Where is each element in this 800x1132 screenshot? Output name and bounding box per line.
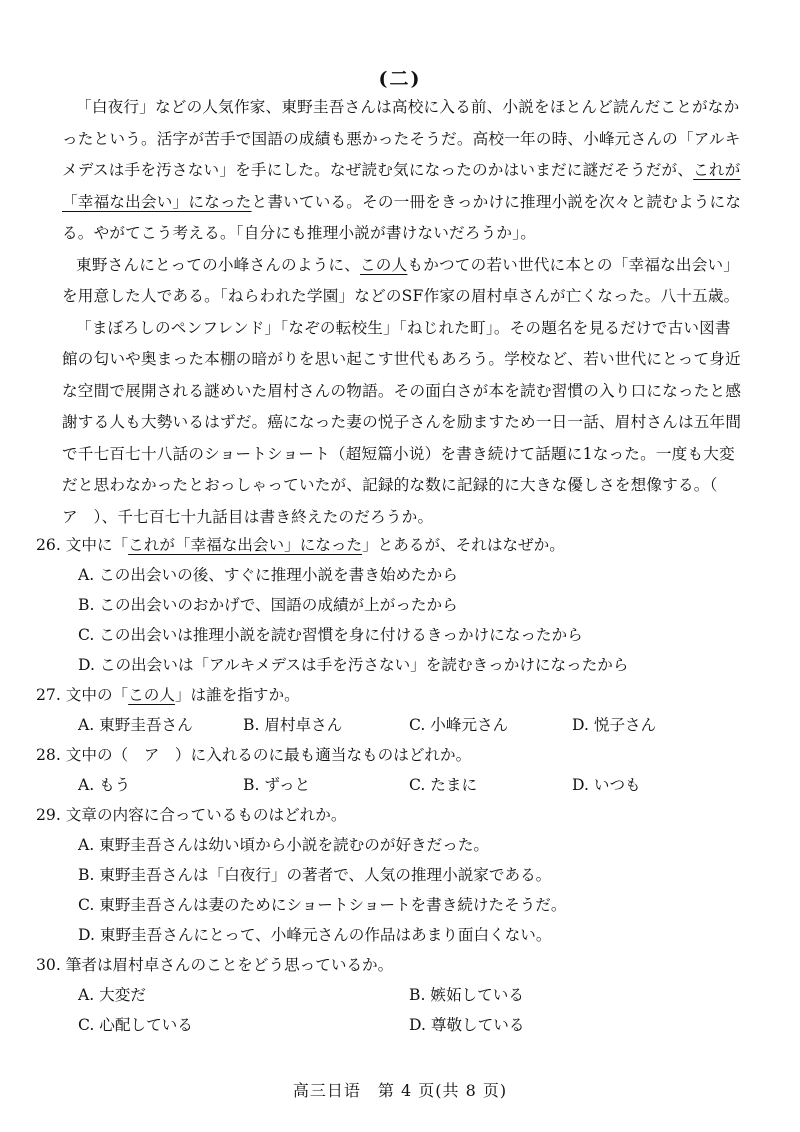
- p1-text-b: と書いている。その一冊をきっかけに推理小説を次々と読むようになる。やがてこう考える。「自分にも推理小説が書けないだろうか」。: [62, 192, 742, 242]
- question-28: [36, 740, 756, 800]
- q26-option-d[interactable]: D. この出会いは「アルキメデスは手を汚さない」を読むきっかけになったから: [78, 656, 629, 674]
- question-26: [36, 530, 756, 680]
- underlined-phrase-1: これが「幸福な出会い」になった: [62, 161, 741, 211]
- section-title: (二): [378, 68, 422, 90]
- q27-stem-b: 」は誰を指すか。: [174, 686, 300, 704]
- p2-text-a: 東野さんにとっての小峰さんのように、: [76, 255, 361, 274]
- q27-stem-a: 27. 文中の「: [36, 686, 129, 704]
- q28-option-a[interactable]: A. もう: [78, 776, 131, 794]
- q28-options: [36, 770, 756, 800]
- question-stem: [36, 530, 756, 560]
- q26-option-c[interactable]: C. この出会いは推理小説を読む習慣を身に付けるきっかけになったから: [78, 626, 583, 644]
- question-stem: 29. 文章の内容に合っているものはどれか。: [36, 806, 347, 824]
- q29-option-c[interactable]: C. 東野圭吾さんは妻のためにショートショートを書き続けたそうだ。: [78, 896, 567, 914]
- q30-options-row-2: [36, 1010, 756, 1040]
- q26-option-b[interactable]: B. この出会いのおかげで、国語の成績が上がったから: [78, 596, 458, 614]
- p1-text-a: 「白夜行」などの人気作家、東野圭吾さんは高校に入る前、小説をほとんど読んだことがなかったという。活字が苦手で国語の成績も悪かったそうだ。高校一年の時、小峰元さんの「アルキメデスは手を汚さない」を手にした。なぜ読む気になったのかはいまだに謎だそうだが、: [62, 98, 741, 179]
- q27-option-a[interactable]: A. 東野圭吾さん: [78, 716, 193, 734]
- question-stem: [36, 680, 756, 710]
- underlined-phrase-2: この人: [360, 255, 408, 274]
- page-footer: 高三日语 第 4 页(共 8 页): [292, 1081, 508, 1100]
- q26-stem-a: 26. 文中に「: [36, 536, 129, 554]
- q28-option-d[interactable]: D. いつも: [572, 776, 641, 794]
- q26-stem-b: 」とあるが、それはなぜか。: [362, 536, 565, 554]
- q29-option-d[interactable]: D. 東野圭吾さんにとって、小峰元さんの作品はあまり面白くない。: [78, 926, 552, 944]
- q30-options-row-1: [36, 980, 756, 1010]
- question-stem: 28. 文中の（ ア ）に入れるのに最も適当なものはどれか。: [36, 746, 472, 764]
- q28-option-b[interactable]: B. ずっと: [243, 776, 311, 794]
- q27-option-d[interactable]: D. 悦子さん: [572, 716, 657, 734]
- q27-stem-underlined: この人: [128, 686, 175, 704]
- q27-option-c[interactable]: C. 小峰元さん: [409, 716, 509, 734]
- question-27: [36, 680, 756, 740]
- q30-option-b[interactable]: B. 嫉妬している: [409, 986, 524, 1004]
- q29-option-a[interactable]: A. 東野圭吾さんは幼い頃から小説を読むのが好きだった。: [78, 836, 490, 854]
- q26-option-a[interactable]: A. この出会いの後、すぐに推理小説を書き始めたから: [78, 566, 458, 584]
- q30-option-a[interactable]: A. 大変だ: [78, 986, 146, 1004]
- q30-option-d[interactable]: D. 尊敬している: [409, 1016, 525, 1034]
- q29-option-b[interactable]: B. 東野圭吾さんは「白夜行」の著者で、人気の推理小説家である。: [78, 866, 552, 884]
- question-stem: 30. 筆者は眉村卓さんのことをどう思っているか。: [36, 956, 394, 974]
- passage-paragraph-2: [62, 250, 742, 313]
- question-29: [36, 800, 756, 950]
- passage-paragraph-1: [62, 92, 742, 250]
- q26-stem-underlined: これが「幸福な出会い」になった: [128, 536, 363, 554]
- q28-option-c[interactable]: C. たまに: [409, 776, 478, 794]
- q27-options: [36, 710, 756, 740]
- question-30: [36, 950, 756, 1040]
- question-list: [36, 530, 756, 1040]
- p2-text-b: もかつての若い世代に本との「幸福な出会い」を用意した人である。「ねらわれた学園」などのSF作家の眉村卓さんが亡くなった。八十五歳。: [62, 255, 740, 305]
- q27-option-b[interactable]: B. 眉村卓さん: [243, 716, 343, 734]
- passage-paragraph-3: 「まぼろしのペンフレンド」「なぞの転校生」「ねじれた町」。その題名を見るだけで古い図書館の匂いや奥まった本棚の暗がりを思い起こす世代もあろう。学校など、若い世代にとって身近な空間で展開される謎めいた眉村さんの物語。その面白さが本を読む習慣の入り口になったと感謝する人も大勢いるはずだ。癌になった妻の悦子さんを励ますため一日一話、眉村さんは五年間で千七百七十八話のショートショート（超短篇小说）を書き続けて話題に1なった。一度も大変だと思わなかったとおっしゃっていたが、記録的な数に記録的に大きな優しさを想像する。（ ア ）、千七百七十九話目は書き終えたのだろうか。: [62, 318, 742, 526]
- reading-passage: [62, 92, 742, 533]
- q30-option-c[interactable]: C. 心配している: [78, 1016, 193, 1034]
